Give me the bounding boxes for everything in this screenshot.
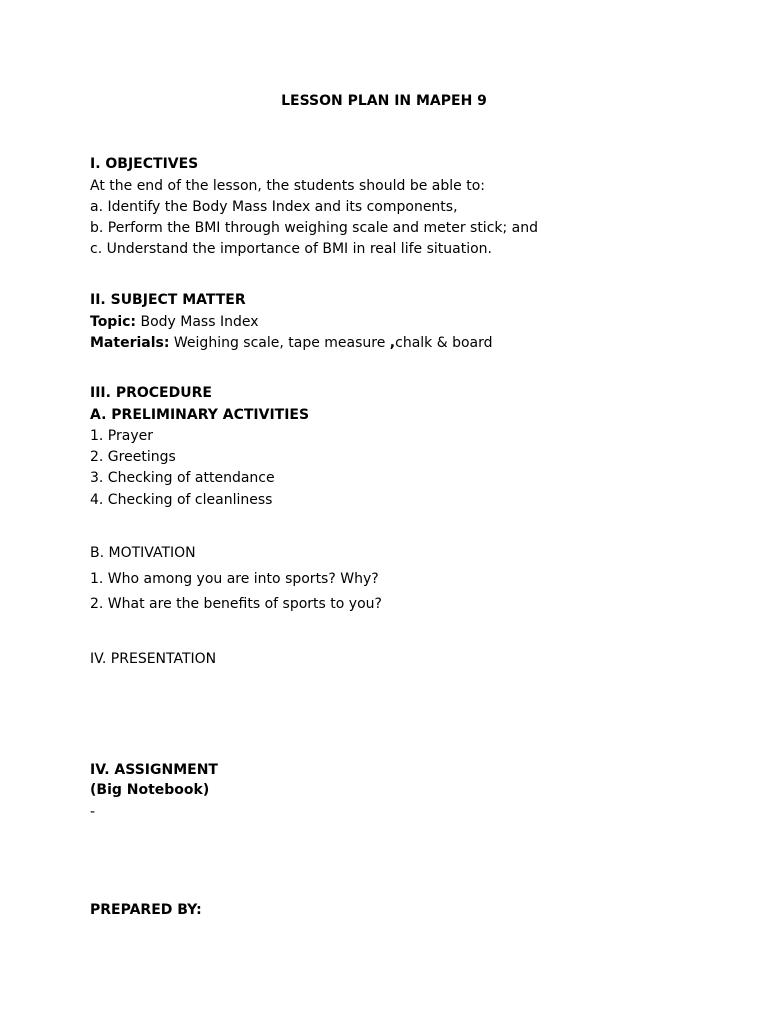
objective-item: c. Understand the importance of BMI in real life situation.	[90, 241, 492, 257]
motivation-heading: B. MOTIVATION	[90, 545, 196, 561]
preliminary-item: 1. Prayer	[90, 428, 153, 444]
preliminary-item: 2. Greetings	[90, 449, 176, 465]
objectives-heading: I. OBJECTIVES	[90, 156, 199, 172]
materials-value-a: Weighing scale, tape measure	[173, 335, 390, 351]
assignment-subheading: (Big Notebook)	[90, 782, 210, 798]
subject-matter-heading: II. SUBJECT MATTER	[90, 292, 246, 308]
motivation-item: 2. What are the benefits of sports to you?	[90, 596, 382, 612]
motivation-item: 1. Who among you are into sports? Why?	[90, 571, 379, 587]
objective-item: a. Identify the Body Mass Index and its components,	[90, 199, 458, 215]
assignment-dash: -	[90, 804, 96, 820]
materials-label: Materials:	[90, 335, 170, 351]
topic-value: Body Mass Index	[140, 314, 259, 330]
materials-comma: ,	[389, 335, 396, 351]
prepared-by-label: PREPARED BY:	[90, 902, 202, 918]
materials-line	[90, 335, 493, 351]
topic-label: Topic:	[90, 314, 137, 330]
objective-item: b. Perform the BMI through weighing scale and meter stick; and	[90, 220, 539, 236]
objectives-intro: At the end of the lesson, the students should be able to:	[90, 178, 485, 194]
document-title: LESSON PLAN IN MAPEH 9	[281, 93, 487, 109]
procedure-heading: III. PROCEDURE	[90, 385, 212, 401]
preliminary-item: 3. Checking of attendance	[90, 470, 275, 486]
assignment-heading: IV. ASSIGNMENT	[90, 762, 218, 778]
topic-line	[90, 314, 259, 330]
materials-value-b: chalk & board	[395, 335, 493, 351]
presentation-heading: IV. PRESENTATION	[90, 651, 217, 667]
preliminary-activities-heading: A. PRELIMINARY ACTIVITIES	[90, 407, 310, 423]
preliminary-item: 4. Checking of cleanliness	[90, 492, 273, 508]
